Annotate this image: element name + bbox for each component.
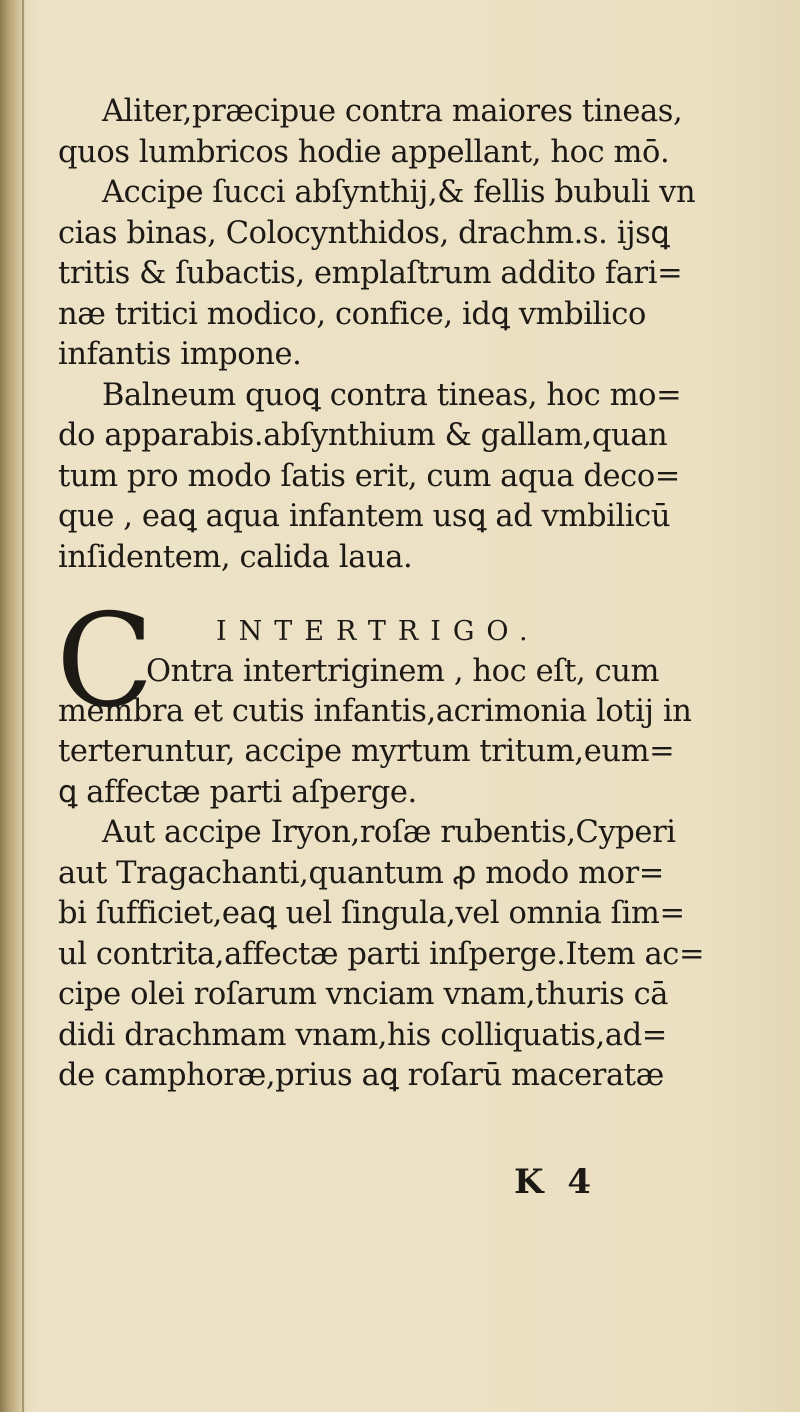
text-line: que , eaꝗ aqua infantem usꝗ ad vmbilicū: [58, 499, 671, 534]
text-line: do apparabis.abſynthium & gallam,quan: [58, 418, 668, 453]
text-line: terteruntur, accipe myrtum tritum,eum=: [58, 734, 675, 769]
text-line: Ontra intertriginem , hoc eſt, cum: [146, 654, 660, 689]
text-line: infantis impone.: [58, 337, 302, 372]
text-line: ꝗ affectæ parti aſperge.: [58, 774, 417, 810]
text-line: aut Tragachanti,quantum ꝓ modo mor=: [58, 855, 664, 891]
text-line: cipe olei roſarum vnciam vnam,thuris cā: [58, 977, 669, 1012]
section-heading: [56, 587, 718, 736]
text-line: Aut accipe Iryon,roſæ rubentis,Cyperi: [102, 815, 676, 850]
main-text: [58, 92, 718, 1097]
text-line: ul contrita,affectæ parti inſperge.Item ac=: [58, 936, 705, 972]
text-line: quos lumbricos hodie appellant, hoc mō.: [58, 134, 670, 170]
binding-edge-line: [22, 0, 24, 1412]
text-line: næ tritici modico, confice, idꝗ vmbilico: [58, 296, 646, 332]
text-line: bi ſufficiet,eaꝗ uel ſingula,vel omnia ſim=: [58, 896, 685, 931]
text-line: cias binas, Colocynthidos, drachm.s. ijsꝗ: [58, 215, 670, 251]
text-line: Aliter,præcipue contra maiores tineas,: [102, 94, 683, 129]
text-line: de camphoræ,prius aꝗ roſarū maceratæ: [58, 1058, 664, 1093]
text-line: membra et cutis infantis,acrimonia lotij in: [58, 694, 692, 729]
text-line: inſidentem, calida laua.: [58, 539, 413, 575]
text-line: tritis & ſubactis, emplaſtrum addito fari=: [58, 256, 683, 291]
text-line: Accipe ſucci abſynthij,& fellis bubuli vn: [102, 175, 696, 210]
signature-mark: K 4: [514, 1162, 598, 1202]
text-line: Balneum quoꝗ contra tineas, hoc mo=: [102, 377, 682, 413]
section-title: INTERTRIGO.: [216, 616, 540, 647]
text-line: didi drachmam vnam,his colliquatis,ad=: [58, 1017, 667, 1053]
drop-cap-initial: C: [56, 587, 154, 736]
text-line: tum pro modo ſatis erit, cum aqua deco=: [58, 458, 680, 494]
